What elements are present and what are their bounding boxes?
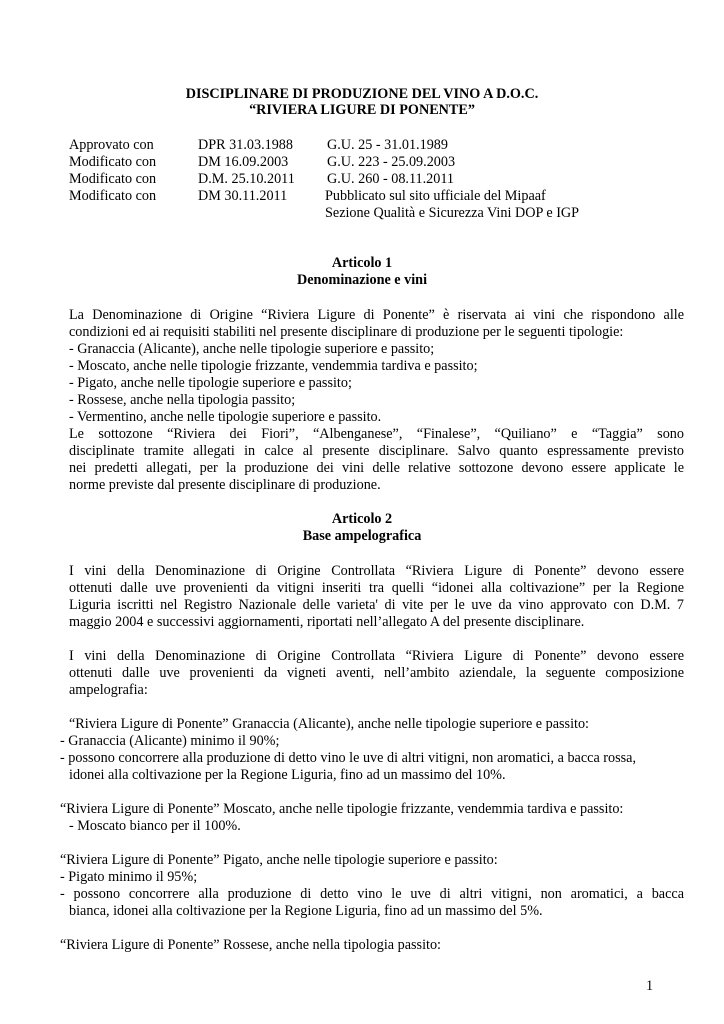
article-1-line: La Denominazione di Origine “Riviera Ligure di Ponente” è riservata ai vini che rispondono alle [69, 307, 684, 323]
approval-gazette: G.U. 25 - 31.01.1989 [327, 137, 448, 153]
pigato-item-cont: bianca, idonei alla coltivazione per la Regione Liguria, fino ad un massimo del 5%. [69, 903, 543, 919]
pigato-heading: “Riviera Ligure di Ponente” Pigato, anche nelle tipologie superiore e passito: [60, 852, 498, 868]
article-2-para2-line: ottenuti dalle uve provenienti da vigneti aventi, nell’ambito aziendale, la seguente composizione [69, 665, 684, 681]
approval-gazette: G.U. 260 - 08.11.2011 [327, 171, 455, 187]
article-1-line: norme previste dal presente disciplinare di produzione. [69, 477, 381, 493]
document-subtitle: “RIVIERA LIGURE DI PONENTE” [249, 102, 475, 118]
approval-label: Modificato con [69, 154, 157, 170]
approval-gazette-extra: Sezione Qualità e Sicurezza Vini DOP e IGP [325, 205, 580, 221]
page-number: 1 [646, 978, 654, 994]
article-2-para1-line: Liguria iscritti nel Registro Nazionale delle varieta' di vite per le uve da vino approvato con D.M. 7 [69, 597, 684, 613]
granaccia-item: - Granaccia (Alicante) minimo il 90%; [60, 733, 280, 749]
granaccia-item-cont: idonei alla coltivazione per la Regione Liguria, fino ad un massimo del 10%. [69, 767, 506, 783]
article-1-list-item: - Vermentino, anche nelle tipologie superiore e passito. [69, 409, 382, 425]
approval-label: Approvato con [69, 137, 154, 153]
article-1-list-item: - Pigato, anche nelle tipologie superiore e passito; [69, 375, 352, 391]
article-2-para1-line: ottenuti dalle uve provenienti da vitigni inseriti tra quelli “idonei alla coltivazione” per la Regione [69, 580, 684, 596]
article-1-list-item: - Moscato, anche nelle tipologie frizzante, vendemmia tardiva e passito; [69, 358, 478, 374]
pigato-item: - Pigato minimo il 95%; [60, 869, 198, 885]
granaccia-item: - possono concorrere alla produzione di detto vino le uve di altri vitigni, non aromatici, a bacca rossa, [60, 750, 636, 766]
article-2-para2-line: I vini della Denominazione di Origine Controllata “Riviera Ligure di Ponente” devono essere [69, 648, 684, 664]
article-1-line: Le sottozone “Riviera dei Fiori”, “Albenganese”, “Finalese”, “Quiliano” e “Taggia” sono [69, 426, 684, 442]
pigato-item: - possono concorrere alla produzione di detto vino le uve di altri vitigni, non aromatici, a bacca [60, 886, 684, 902]
article-2-heading: Articolo 2 [331, 511, 393, 527]
moscato-heading: “Riviera Ligure di Ponente” Moscato, anche nelle tipologie frizzante, vendemmia tardiva e passito: [60, 801, 624, 817]
article-2-para1-line: maggio 2004 e successivi aggiornamenti, riportati nell’allegato A del presente disciplinare. [69, 614, 585, 630]
article-1-subheading: Denominazione e vini [296, 272, 428, 288]
approval-gazette: Pubblicato sul sito ufficiale del Mipaaf [325, 188, 546, 204]
approval-label: Modificato con [69, 188, 157, 204]
article-1-list-item: - Rossese, anche nella tipologia passito; [69, 392, 296, 408]
document-title: DISCIPLINARE DI PRODUZIONE DEL VINO A D.O.C. [185, 86, 539, 102]
approval-act: DM 30.11.2011 [198, 188, 288, 204]
article-1-list-item: - Granaccia (Alicante), anche nelle tipologie superiore e passito; [69, 341, 435, 357]
article-1-heading: Articolo 1 [331, 255, 393, 271]
approval-label: Modificato con [69, 171, 157, 187]
approval-act: DM 16.09.2003 [198, 154, 289, 170]
article-1-line: nei predetti allegati, per la produzione dei vini delle relative sottozone devono essere applicate le [69, 460, 684, 476]
approval-gazette: G.U. 223 - 25.09.2003 [327, 154, 456, 170]
granaccia-heading: “Riviera Ligure di Ponente” Granaccia (Alicante), anche nelle tipologie superiore e passito: [69, 716, 589, 732]
moscato-item: - Moscato bianco per il 100%. [69, 818, 241, 834]
article-2-para1-line: I vini della Denominazione di Origine Controllata “Riviera Ligure di Ponente” devono essere [69, 563, 684, 579]
article-1-line: condizioni ed ai requisiti stabiliti nel presente disciplinare di produzione per le seguenti tipologie: [69, 324, 624, 340]
article-1-line: disciplinate tramite allegati in calce al presente disciplinare. Salvo quanto espressamente previsto [69, 443, 684, 459]
approval-act: D.M. 25.10.2011 [198, 171, 295, 187]
article-2-para2-line: ampelografia: [69, 682, 148, 698]
article-2-subheading: Base ampelografica [302, 528, 422, 544]
rossese-heading: “Riviera Ligure di Ponente” Rossese, anche nella tipologia passito: [60, 937, 441, 953]
approval-act: DPR 31.03.1988 [198, 137, 293, 153]
